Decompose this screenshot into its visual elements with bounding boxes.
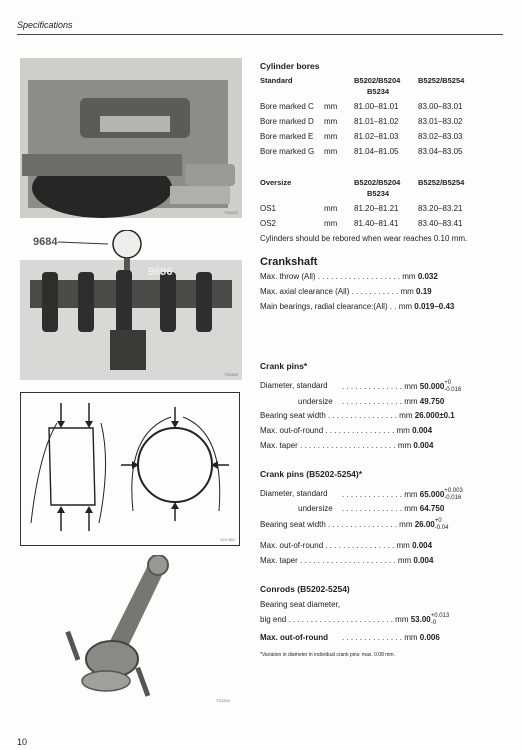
spec-value-row [342,503,444,514]
crankshaft-illustration [20,230,242,380]
spec-label: Diameter, standard [260,489,328,498]
oversize-row-unit: mm [324,219,338,228]
page-header: Specifications [17,20,73,30]
bore-row-b: 83.00–83.01 [418,102,463,111]
spec-value: 26.000±0.1 [414,411,455,420]
spec-value-row [342,632,440,643]
spec-dots: . . . . . . . . . . . . . . mm [342,504,418,513]
bore-row-a: 81.04–81.05 [354,147,399,156]
oversize-row-a: 81.20–81.21 [354,204,399,213]
spec-label: Max. taper . . . . . . . . . . . . . . . . . . . . . . mm [260,441,412,450]
tolerance-upper: +0 [434,518,442,524]
spec-value: 0.019–0.43 [414,302,455,311]
spec-row [260,425,432,436]
spec-dots: . . . . . . . . . . . . . . mm [342,397,418,406]
oversize-row-a: 81.40–81.41 [354,219,399,228]
rebore-note: Cylinders should be rebored when wear reaches 0.10 mm. [260,234,468,243]
bore-row-b: 83.04–83.05 [418,147,463,156]
tolerance-lower: -0.04 [434,525,449,531]
spec-label: Max. throw (All) . . . . . . . . . . . . . . . . . . . mm [260,272,416,281]
spec-label: undersize [298,504,333,513]
spec-label: Bearing seat width . . . . . . . . . . . . . . . . mm [260,520,413,530]
conrods-title: Conrods (B5202-5254) [260,584,350,594]
spec-value: 0.004 [412,541,433,550]
tolerance-lower: -0.016 [444,387,462,393]
crankshaft-photo [20,230,242,380]
tolerance-lower: -0 [430,620,437,626]
conrod-illustration [20,555,230,705]
cylinder-block-illustration [20,58,242,218]
spec-value: 50.000 [419,382,445,392]
spec-dots: . . . . . . . . . . . . . . mm [342,382,418,392]
conrod-photo [20,555,230,705]
spec-label: Max. axial clearance (All) . . . . . . . . . . . mm [260,287,414,296]
spec-value: 0.006 [419,633,440,642]
bore-row-unit: mm [324,147,338,156]
crank-pin-diagram [20,392,240,546]
spec-label: Max. taper . . . . . . . . . . . . . . . . . . . . . . mm [260,556,412,565]
spec-value: 26.00 [414,520,435,530]
spec-value: 53.00 [410,615,431,625]
spec-value: 0.004 [413,441,434,450]
figure-code: 12X 862 [220,537,235,542]
header-rule [17,34,503,35]
spec-label: big end . . . . . . . . . . . . . . . . . . . . . . . . mm [260,615,409,625]
bore-row-label: Bore marked G [260,147,315,156]
col-head-b5252: B5252/B5254 [418,76,465,85]
tolerance-upper: +0.013 [430,613,450,619]
bore-row-a: 81.01–81.02 [354,117,399,126]
spec-label: Max. out-of-round . . . . . . . . . . . . . . . . mm [260,541,410,550]
bore-row-label: Bore marked C [260,102,314,111]
spec-dots: . . . . . . . . . . . . . . mm [342,490,418,500]
oversize-row-unit: mm [324,204,338,213]
bore-row-b: 83.01–83.02 [418,117,463,126]
measurement-diagram [21,393,239,545]
spec-value: 0.19 [416,287,432,296]
spec-value-row [342,380,461,394]
tolerance-upper: +0 [444,380,452,386]
spec-label: Main bearings, radial clearance:(All) . . mm [260,302,413,311]
bore-row-b: 83.02–83.03 [418,132,463,141]
spec-label: undersize [298,397,333,406]
spec-value: 64.750 [419,504,445,513]
spec-label: Bearing seat diameter, [260,600,341,609]
spec-value: 49.750 [419,397,445,406]
bore-row-a: 81.02–81.03 [354,132,399,141]
spec-value: 0.004 [412,426,433,435]
spec-value: 0.004 [413,556,434,565]
spec-label: Diameter, standard [260,381,328,390]
figure-code: TS2850 [223,372,238,377]
spec-label: Max. out-of-round [260,633,328,642]
col-head-b5234: B5234 [367,189,390,198]
bore-row-a: 81.00–81.01 [354,102,399,111]
col-head-b5234: B5234 [367,87,390,96]
bore-row-label: Bore marked E [260,132,314,141]
oversize-row-label: OS2 [260,219,277,228]
page-number: 10 [17,737,28,747]
spec-row [260,286,432,297]
tolerance-upper: +0.003 [444,488,463,494]
bore-row-label: Bore marked D [260,117,314,126]
spec-row [260,555,433,566]
footnote: *Variation in diameter in individual crank pins: max. 0.08 mm. [260,652,395,658]
spec-row [260,540,432,551]
cylinder-block-photo [20,58,242,218]
oversize-row-b: 83.20–83.21 [418,204,463,213]
col-head-b5202: B5202/B5204 [354,76,401,85]
crankshaft-title: Crankshaft [260,256,318,268]
spec-row [260,440,433,451]
crank-label-9696: 9696 [148,266,173,278]
crank-pins-title: Crank pins* [260,361,308,371]
spec-value: 0.032 [417,272,438,281]
col-head-b5202: B5202/B5204 [354,178,401,187]
bore-row-unit: mm [324,102,338,111]
spec-row [260,271,438,282]
spec-label: Max. out-of-round . . . . . . . . . . . . . . . . mm [260,426,410,435]
bore-row-unit: mm [324,132,338,141]
cylinder-bores-title: Cylinder bores [260,61,320,71]
spec-row [260,613,449,627]
oversize-row-label: OS1 [260,204,277,213]
figure-code: TS2633 [223,210,238,215]
standard-label: Standard [260,76,293,85]
tolerance-lower: -0.016 [444,495,462,501]
bore-row-unit: mm [324,117,338,126]
spec-value-row [342,488,463,502]
oversize-label: Oversize [260,178,292,187]
spec-value: 65.000 [419,490,445,500]
crank-pins-b5202-title: Crank pins (B5202-5254)* [260,469,363,479]
spec-dots: . . . . . . . . . . . . . . mm [342,633,418,642]
col-head-b5252: B5252/B5254 [418,178,465,187]
spec-label: Bearing seat width . . . . . . . . . . . . . . . . mm [260,411,413,420]
spec-row [260,410,455,421]
figure-code: TS2654 [215,698,230,703]
spec-row [260,518,448,532]
oversize-row-b: 83.40–83.41 [418,219,463,228]
spec-value-row [342,396,444,407]
crank-label-9684: 9684 [33,236,58,248]
spec-row [260,301,454,312]
